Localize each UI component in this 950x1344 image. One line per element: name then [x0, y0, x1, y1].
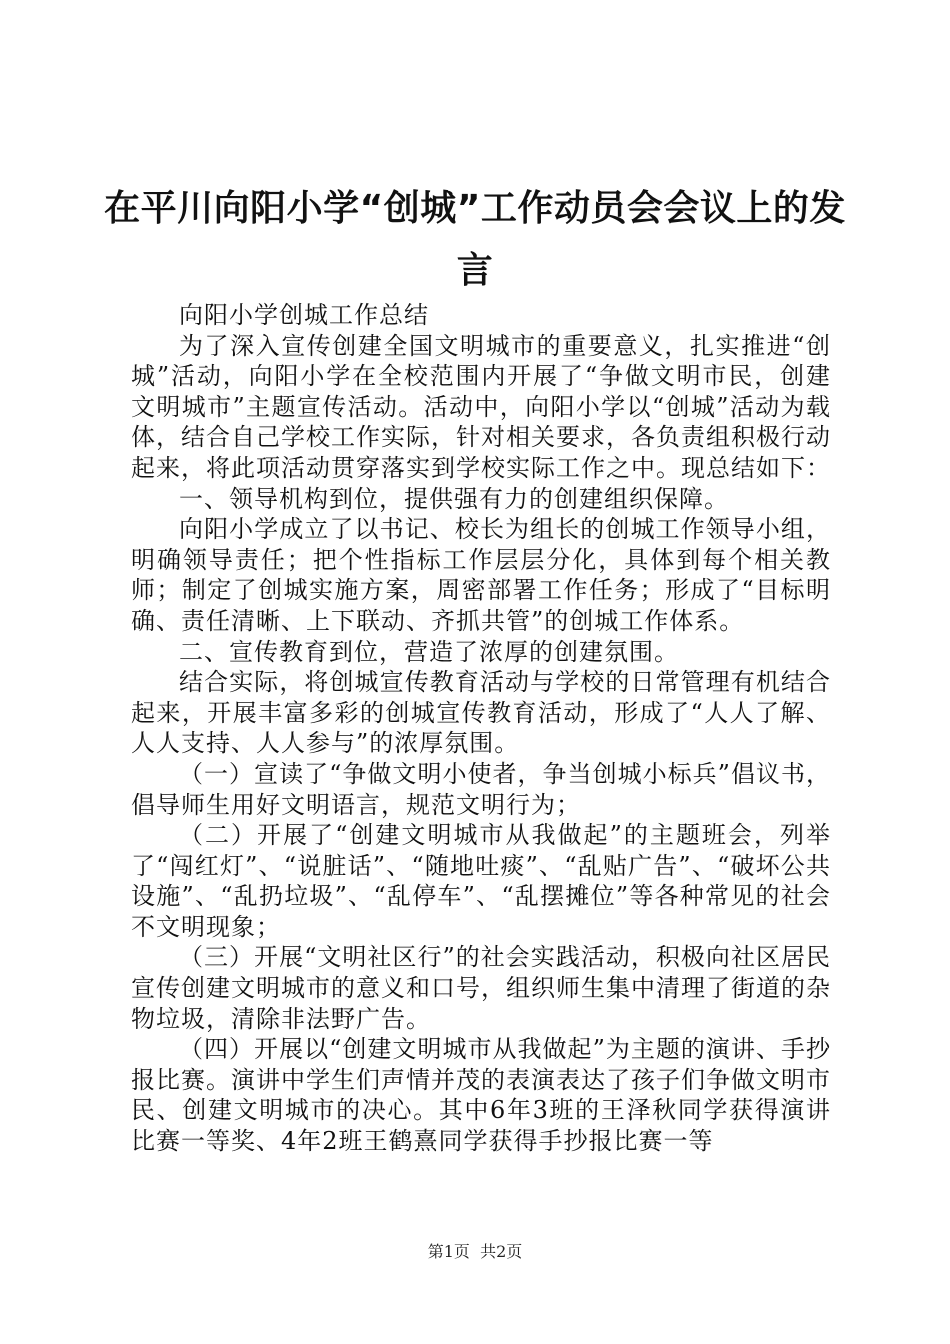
document-title: 在平川向阳小学“创城”工作动员会会议上的发言: [104, 188, 846, 291]
paragraph-section-1: 向阳小学成立了以书记、校长为组长的创城工作领导小组，明确领导责任；把个性指标工作层层分化，具体到每个相关教师；制定了创城实施方案，周密部署工作任务；形成了“目标明确、责任清晰、上下联动、齐抓共管”的创城工作体系。: [131, 515, 831, 635]
paragraph-intro: 为了深入宣传创建全国文明城市的重要意义，扎实推进“创城”活动，向阳小学在全校范围内开展了“争做文明市民，创建文明城市”主题宣传活动。活动中，向阳小学以“创城”活动为载体，结合自己学校工作实际，针对相关要求，各负责组积极行动起来，将此项活动贯穿落实到学校实际工作之中。现总结如下：: [131, 331, 831, 482]
list-item-2: （二）开展了“创建文明城市从我做起”的主题班会，列举了“闯红灯”、“说脏话”、“随地吐痰”、“乱贴广告”、“破坏公共设施”、“乱扔垃圾”、“乱停车”、“乱摆摊位”等各种常见的社会不文明现象；: [131, 821, 831, 941]
page-footer: [0, 1242, 950, 1262]
list-item-1: （一）宣读了“争做文明小使者，争当创城小标兵”倡议书，倡导师生用好文明语言，规范文明行为；: [131, 759, 831, 819]
paragraph-section-2: 结合实际，将创城宣传教育活动与学校的日常管理有机结合起来，开展丰富多彩的创城宣传教育活动，形成了“人人了解、人人支持、人人参与”的浓厚氛围。: [131, 668, 831, 758]
section-heading-2: 二、宣传教育到位，营造了浓厚的创建氛围。: [179, 637, 679, 666]
document-body: [131, 300, 831, 1157]
paragraph-subtitle: 向阳小学创城工作总结: [179, 301, 429, 329]
page-number: 第1页 共2页: [427, 1242, 523, 1261]
list-item-3: （三）开展“文明社区行”的社会实践活动，积极向社区居民宣传创建文明城市的意义和口号，组织师生集中清理了街道的杂物垃圾，清除非法野广告。: [131, 943, 831, 1033]
section-heading-1: 一、领导机构到位，提供强有力的创建组织保障。: [179, 484, 729, 513]
list-item-4: （四）开展以“创建文明城市从我做起”为主题的演讲、手抄报比赛。演讲中学生们声情并茂的表演表达了孩子们争做文明市民、创建文明城市的决心。其中6年3班的王泽秋同学获得演讲比赛一等奖、4年2班王鹤熹同学获得手抄报比赛一等: [131, 1035, 831, 1156]
